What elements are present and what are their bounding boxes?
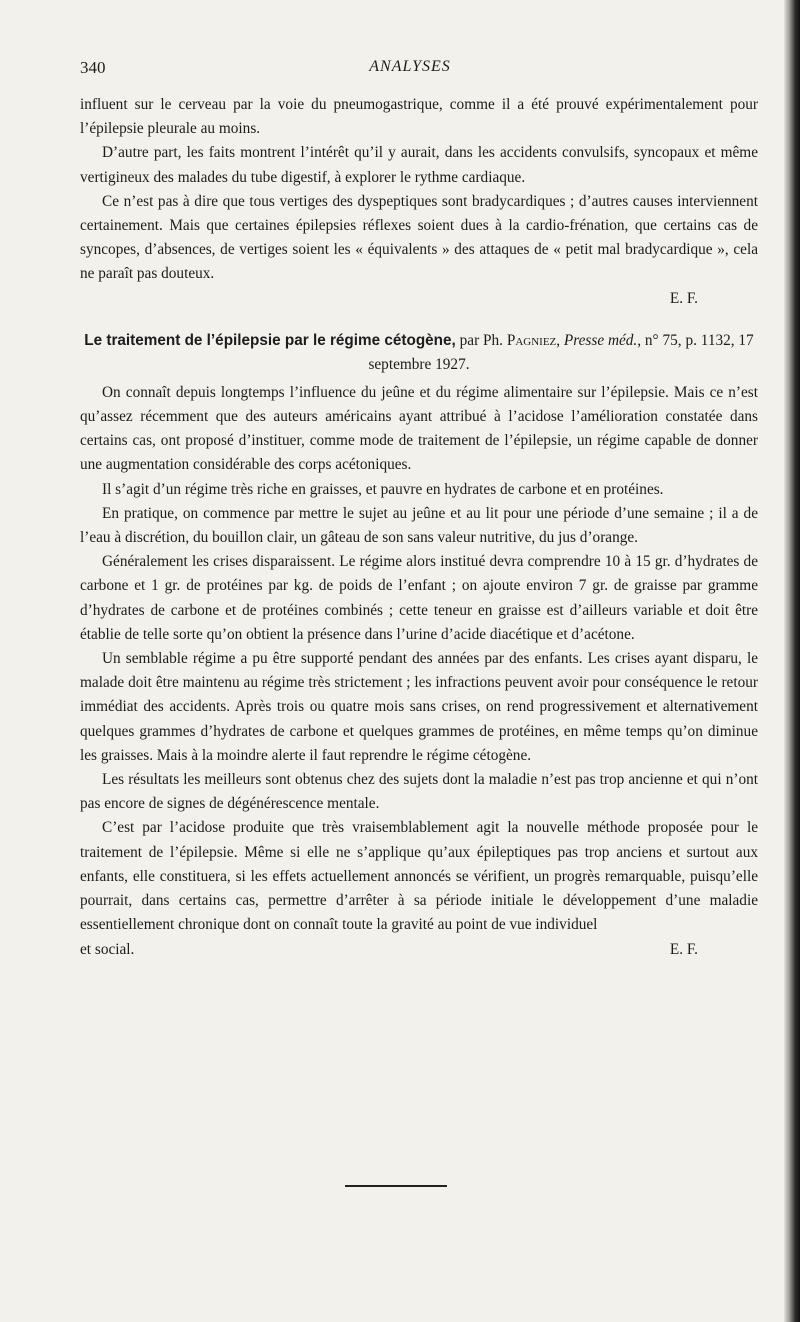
running-title: ANALYSES xyxy=(369,58,451,75)
article-title-by: par xyxy=(459,331,480,349)
paragraph: D’autre part, les faits montrent l’intérêt qu’il y aurait, dans les accidents convulsifs, syncopaux et même vertigineux des malades du tube digestif, à explorer le rythme cardiaque. xyxy=(80,144,758,186)
citation: n° 75, p. 1132, 17 septembre 1927. xyxy=(368,331,754,373)
paragraph: Un semblable régime a pu être supporté pendant des années par des enfants. Les crises ayant disparu, le malade doit être maintenu au régime très strictement ; les infractions peuvent avoir pour conséquence le retour immédiat des accidents. Après trois ou quatre mois sans crises, on rend progressivement et alternativement quelques grammes d’hydrates de carbone et quelques grammes de protéines, en même temps qu’on diminue les graisses. Mais à la moindre alerte il faut reprendre le régime cétogène. xyxy=(80,650,758,764)
paragraph: On connaît depuis longtemps l’influence du jeûne et du régime alimentaire sur l’épilepsie. Mais ce n’est qu’assez récemment que des auteurs américains ayant attribué à l’acidose l’amélioration constatée dans certains cas, ont proposé d’instituer, comme mode de traitement de l’épilepsie, un régime capable de donner une augmentation considérable des corps acétoniques. xyxy=(80,383,758,474)
paragraph: Ce n’est pas à dire que tous vertiges des dyspeptiques sont bradycardiques ; d’autres causes interviennent certainement. Mais que certaines épilepsies réflexes soient dues à la cardio-frénation, que certains cas de syncopes, d’absences, de vertiges soient les « équivalents » des attaques de « petit mal bradycardique », cela ne paraît pas douteux. xyxy=(80,192,758,283)
signature: E. F. xyxy=(669,940,698,958)
end-rule xyxy=(345,1185,447,1187)
paragraph: Les résultats les meilleurs sont obtenus chez des sujets dont la maladie n’est pas trop ancienne et qui n’ont pas encore de signes de dégénérescence mentale. xyxy=(80,771,758,813)
page-number: 340 xyxy=(80,58,106,77)
page-body xyxy=(80,93,758,962)
scan-edge-shadow xyxy=(784,0,800,1322)
page-header xyxy=(80,58,740,82)
author-name: Pagniez, xyxy=(506,331,561,349)
author-initial: Ph. xyxy=(483,331,503,349)
paragraph: C’est par l’acidose produite que très vraisemblablement agit la nouvelle méthode proposée pour le traitement de l’épilepsie. Même si elle ne s’applique qu’aux épileptiques pas trop anciens et surtout aux enfants, elle constituera, si les effets actuellement annoncés se vérifient, un progrès remarquable, puisqu’elle pourrait, dans certains cas, permettre d’arrêter à sa période initiale le développement d’une maladie essentiellement chronique dont on connaît toute la gravité au point de vue individuel xyxy=(80,819,758,934)
article-title xyxy=(80,329,758,377)
journal-name: Presse méd., xyxy=(563,331,642,349)
paragraph: Généralement les crises disparaissent. Le régime alors institué devra comprendre 10 à 15 gr. d’hydrates de carbone et 1 gr. de protéines par kg. de poids de l’enfant ; on ajoute environ 7 gr. de graisse par gramme d’hydrates de carbone et de protéines combinés ; cette teneur en graisse est d’ailleurs variable et doit être établie de telle sorte qu’on obtient la présence dans l’urine d’acide diacétique et d’acétone. xyxy=(80,553,758,643)
closing-text: et social. xyxy=(80,940,135,958)
signature: E. F. xyxy=(669,289,698,307)
closing-line xyxy=(80,938,758,962)
article-title-main: Le traitement de l’épilepsie par le régime cétogène, xyxy=(84,331,456,349)
paragraph: En pratique, on commence par mettre le sujet au jeûne et au lit pour une période d’une semaine ; il a de l’eau à discrétion, du bouillon clair, un gâteau de son sans valeur nutritive, du jus d’orange. xyxy=(80,504,758,547)
paragraph: Il s’agit d’un régime très riche en graisses, et pauvre en hydrates de carbone et en protéines. xyxy=(102,480,664,498)
paragraph: influent sur le cerveau par la voie du pneumogastrique, comme il a été prouvé expérimentalement pour l’épilepsie pleurale au moins. xyxy=(80,96,758,138)
